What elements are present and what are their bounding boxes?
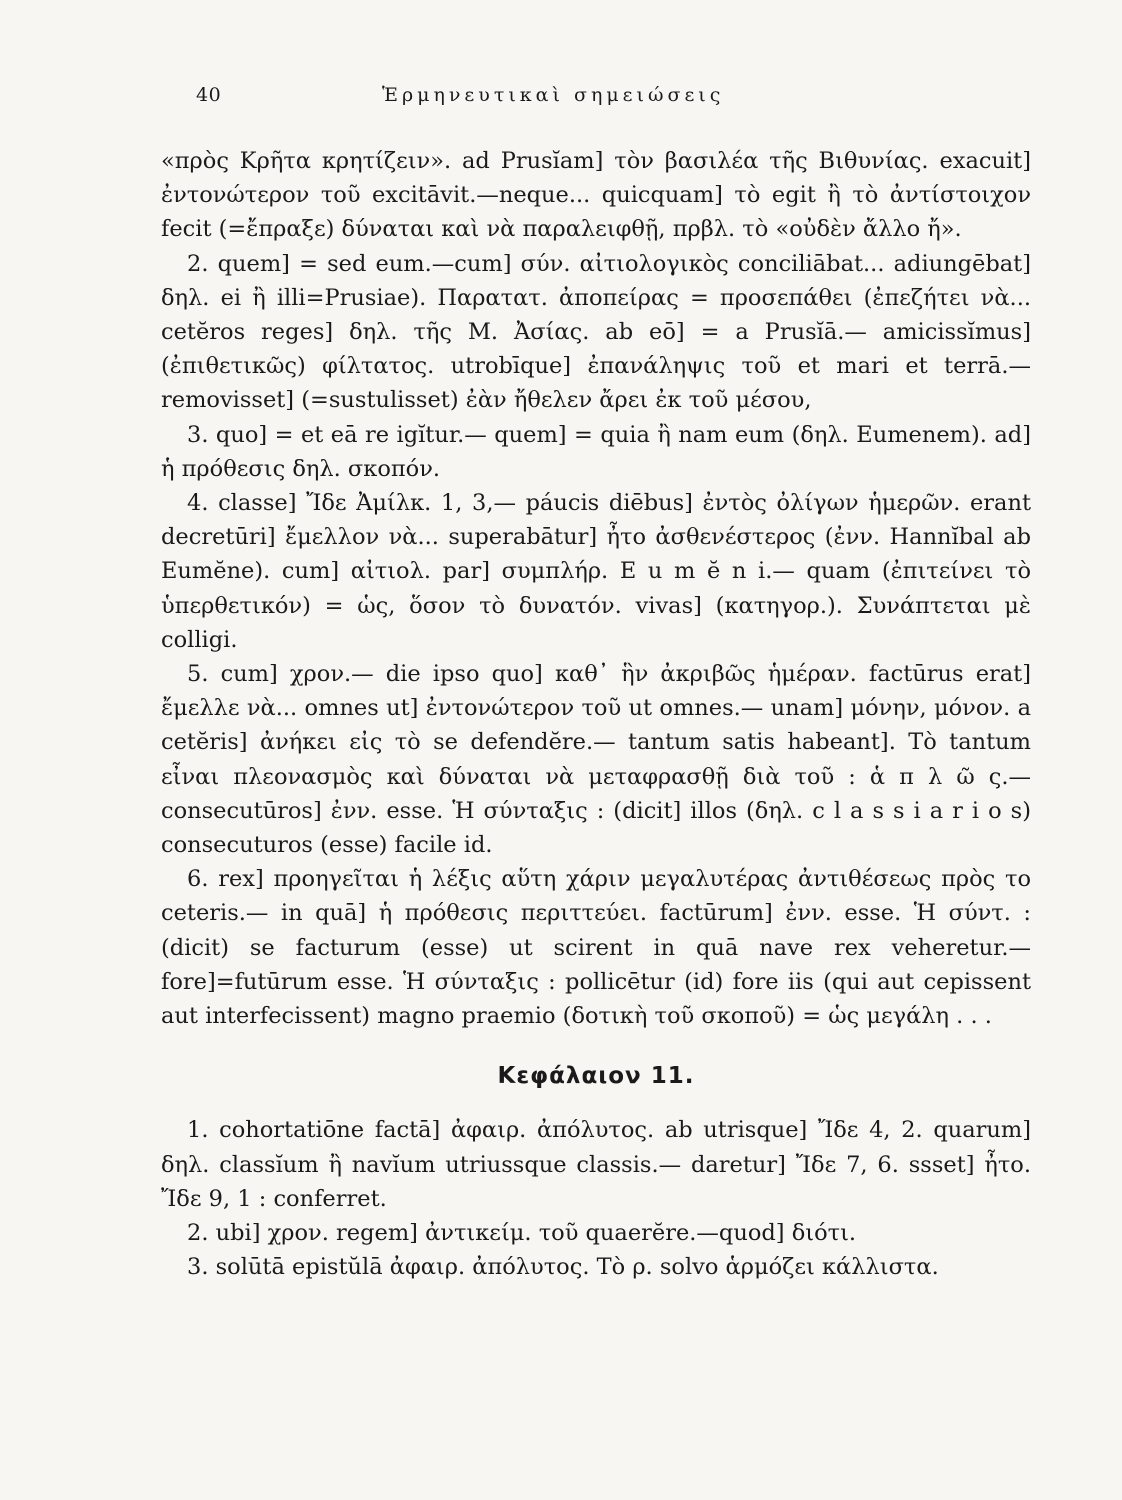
chapter-paragraph-2: 2. ubi] χρον. regem] ἀντικείμ. τοῦ quaerĕre.—quod] διότι. — [187, 1220, 857, 1247]
paragraph-3: 3. quo] = et eā re igĭtur.— quem] = quia ἢ nam eum (δηλ. Eumenem). ad] ἡ πρόθεσις δηλ. σκοπόν. — [161, 421, 1031, 482]
paragraph-5: 5. cum] χρον.— die ipso quo] καθ᾽ ἣν ἀκριβῶς ἡμέραν. factūrus erat] ἔμελλε νὰ... omnes ut] ἐντονώτερον τοῦ ut omnes.— unam] μόνην, μόνον. a cetĕris] ἀνήκει εἰς τὸ se defendĕre.— tantum satis habeant]. Τὸ tantum εἶναι πλεονασμὸς καὶ δύναται νὰ μεταφρασθῇ διὰ τοῦ : ἁ π λ ῶ ς.— consecutūros] ἐνν. esse. Ἡ σύνταξις : (dicit] illos (δηλ. c l a s s i a r i o s) consecuturos (esse) facile id. — [161, 661, 1031, 859]
paragraph-2: 2. quem] = sed eum.—cum] σύν. αἰτιολογικὸς conciliābat... adiungēbat] δηλ. ei ἢ illi=Prusiae). Παρατατ. ἀποπείρας = προσεπάθει (ἐπεζήτει νὰ... cetĕros reges] δηλ. τῆς Μ. Ἀσίας. ab eō] = a Prusĭā.— amicissĭmus] (ἐπιθετικῶς) φίλτατος. utrobīque] ἐπανάληψις τοῦ et mari et terrā.— removisset] (=sustulisset) ἐὰν ἤθελεν ἄρει ἐκ τοῦ μέσου, — [161, 250, 1031, 414]
chapter-paragraph-3: 3. solūtā epistŭlā ἀφαιρ. ἀπόλυτος. Τὸ ρ. solvo ἁρμόζει κάλλιστα. — [187, 1254, 939, 1281]
chapter-paragraph-1: 1. cohortatiōne factā] ἀφαιρ. ἀπόλυτος. ab utrisque] Ἴδε 4, 2. quarum] δηλ. classĭum ἢ navĭum utriussque classis.— daretur] Ἴδε 7, 6. ssset] ἦτο. Ἴδε 9, 1 : conferret. — [161, 1117, 1031, 1212]
page-number: 40 — [196, 84, 222, 106]
chapter-title: Κεφάλαιον 11. — [497, 1063, 695, 1090]
paragraph-4: 4. classe] Ἴδε Ἀμίλκ. 1, 3,— páucis diēbus] ἐντὸς ὀλίγων ἡμερῶν. erant decretūri] ἔμελλον νὰ... superabātur] ἦτο ἀσθενέστερος (ἐνν. Hannĭbal ab Eumĕne). cum] αἰτιολ. par] συμπλήρ. E u m ĕ n i.— quam (ἐπιτείνει τὸ ὑπερθετικόν) = ὡς, ὅσον τὸ δυνατόν. vivas] (κατηγορ.). Συνάπτεται μὲ colligi. — [161, 490, 1031, 653]
chapter-heading — [161, 1059, 1031, 1093]
paragraph-6: 6. rex] προηγεῖται ἡ λέξις αὕτη χάριν μεγαλυτέρας ἀντιθέσεως πρὸς το ceteris.— in quā] ἡ πρόθεσις περιττεύει. factūrum] ἐνν. esse. Ἡ σύντ. : (dicit) se facturum (esse) ut scirent in quā nave rex veheretur.— fore]=futūrum esse. Ἡ σύνταξις : pollicētur (id) fore iis (qui aut cepissent aut interfecissent) magno praemio (δοτικὴ τοῦ σκοποῦ) = ὡς μεγάλη . . . — [161, 866, 1031, 1030]
running-title: Ἑρμηνευτικαὶ σημειώσεις — [382, 84, 725, 106]
paragraph-continuation: «πρὸς Κρῆτα κρητίζειν». ad Prusĭam] τὸν βασιλέα τῆς Βιθυνίας. exacuit] ἐντονώτερον τοῦ excitāvit.—neque... quicquam] τὸ egit ἢ τὸ ἀντίστοιχον fecit (=ἔπραξε) δύναται καὶ νὰ παραλειφθῇ, πρβλ. τὸ «οὐδὲν ἄλλο ἤ». — [161, 148, 1031, 243]
page-body — [161, 144, 1031, 1285]
